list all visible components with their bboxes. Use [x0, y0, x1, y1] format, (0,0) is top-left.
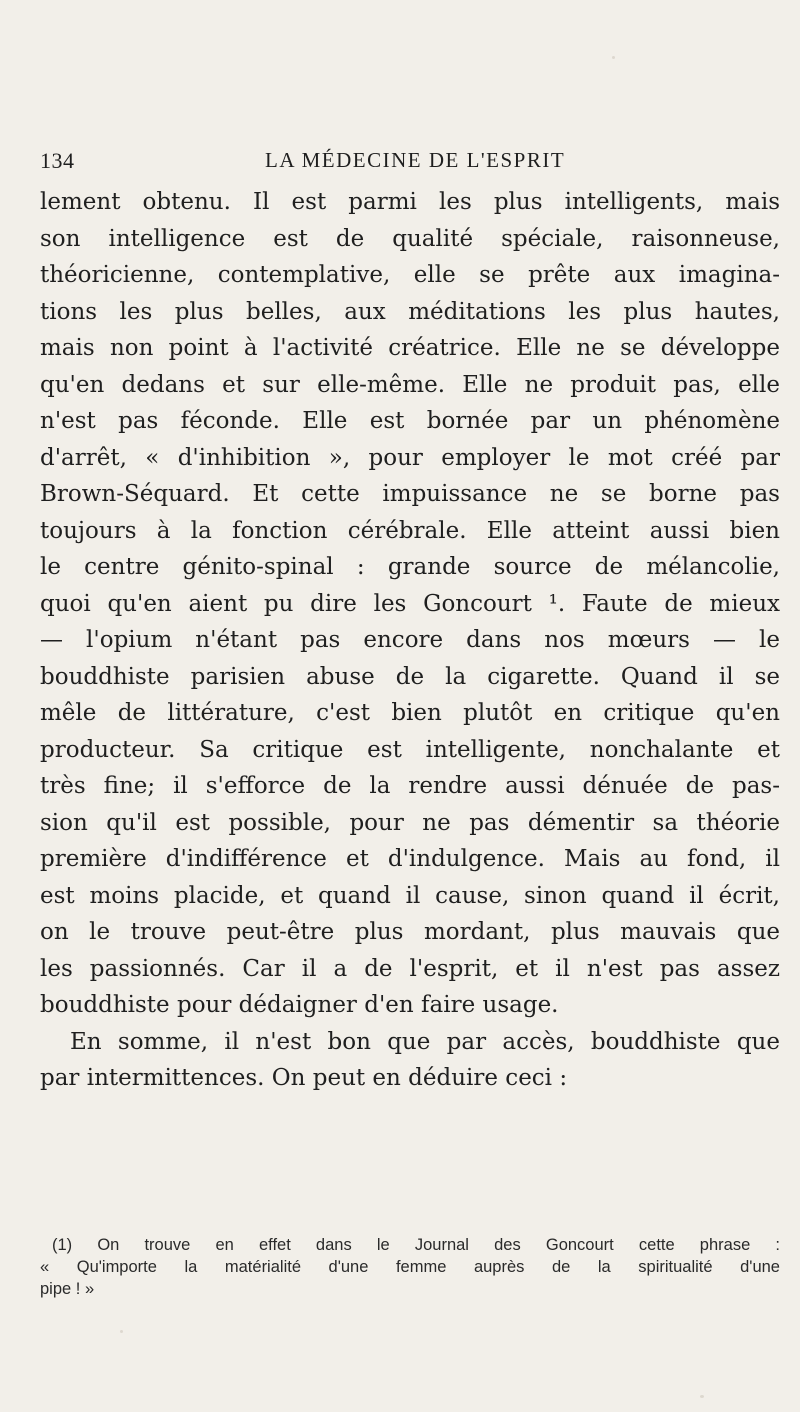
text-line: producteur. Sa critique est intelligente, nonchalante et: [40, 736, 780, 763]
text-line: En somme, il n'est bon que par accès, bouddhiste que: [70, 1028, 780, 1055]
text-line: est moins placide, et quand il cause, sinon quand il écrit,: [40, 882, 780, 909]
text-line: très fine; il s'efforce de la rendre aussi dénuée de pas-: [40, 773, 780, 799]
text-line: bouddhiste pour dédaigner d'en faire usage.: [40, 992, 559, 1018]
text-line: lement obtenu. Il est parmi les plus intelligents, mais: [40, 189, 780, 215]
text-line: — l'opium n'étant pas encore dans nos mœurs — le: [40, 627, 780, 653]
text-line: tions les plus belles, aux méditations les plus hautes,: [40, 298, 780, 325]
text-line: mais non point à l'activité créatrice. Elle ne se développe: [40, 335, 780, 361]
page-header: [40, 148, 760, 178]
footnote-line: pipe ! »: [40, 1280, 95, 1298]
body-text: [40, 184, 780, 1097]
text-line: le centre génito-spinal : grande source de mélancolie,: [40, 554, 780, 580]
text-line: par intermittences. On peut en déduire ceci :: [40, 1065, 568, 1091]
text-line: bouddhiste parisien abuse de la cigarette. Quand il se: [40, 663, 780, 690]
paper-speck: [700, 1395, 704, 1398]
text-line: on le trouve peut-être plus mordant, plus mauvais que: [40, 919, 780, 945]
paper-speck: [612, 56, 615, 59]
paper-speck: [120, 1330, 123, 1333]
text-line: première d'indifférence et d'indulgence. Mais au fond, il: [40, 846, 780, 872]
page-number: 134: [40, 148, 75, 173]
footnote: [40, 1234, 780, 1300]
footnote-line: (1) On trouve en effet dans le Journal des Goncourt cette phrase :: [52, 1236, 780, 1254]
text-line: toujours à la fonction cérébrale. Elle atteint aussi bien: [40, 517, 780, 544]
text-line: n'est pas féconde. Elle est bornée par un phénomène: [40, 408, 780, 434]
text-line: les passionnés. Car il a de l'esprit, et il n'est pas assez: [40, 955, 780, 982]
text-line: mêle de littérature, c'est bien plutôt en critique qu'en: [40, 700, 780, 726]
text-line: quoi qu'en aient pu dire les Goncourt ¹. Faute de mieux: [40, 590, 780, 617]
text-line: son intelligence est de qualité spéciale, raisonneuse,: [40, 225, 780, 252]
footnote-line: « Qu'importe la matérialité d'une femme auprès de la spiritualité d'une: [40, 1258, 780, 1276]
running-head: LA MÉDECINE DE L'ESPRIT: [265, 148, 566, 172]
text-line: sion qu'il est possible, pour ne pas démentir sa théorie: [40, 809, 780, 836]
text-line: qu'en dedans et sur elle-même. Elle ne produit pas, elle: [40, 371, 780, 398]
text-line: d'arrêt, « d'inhibition », pour employer le mot créé par: [40, 444, 780, 471]
text-line: théoricienne, contemplative, elle se prête aux imagina-: [40, 262, 780, 288]
text-line: Brown-Séquard. Et cette impuissance ne se borne pas: [40, 481, 780, 507]
